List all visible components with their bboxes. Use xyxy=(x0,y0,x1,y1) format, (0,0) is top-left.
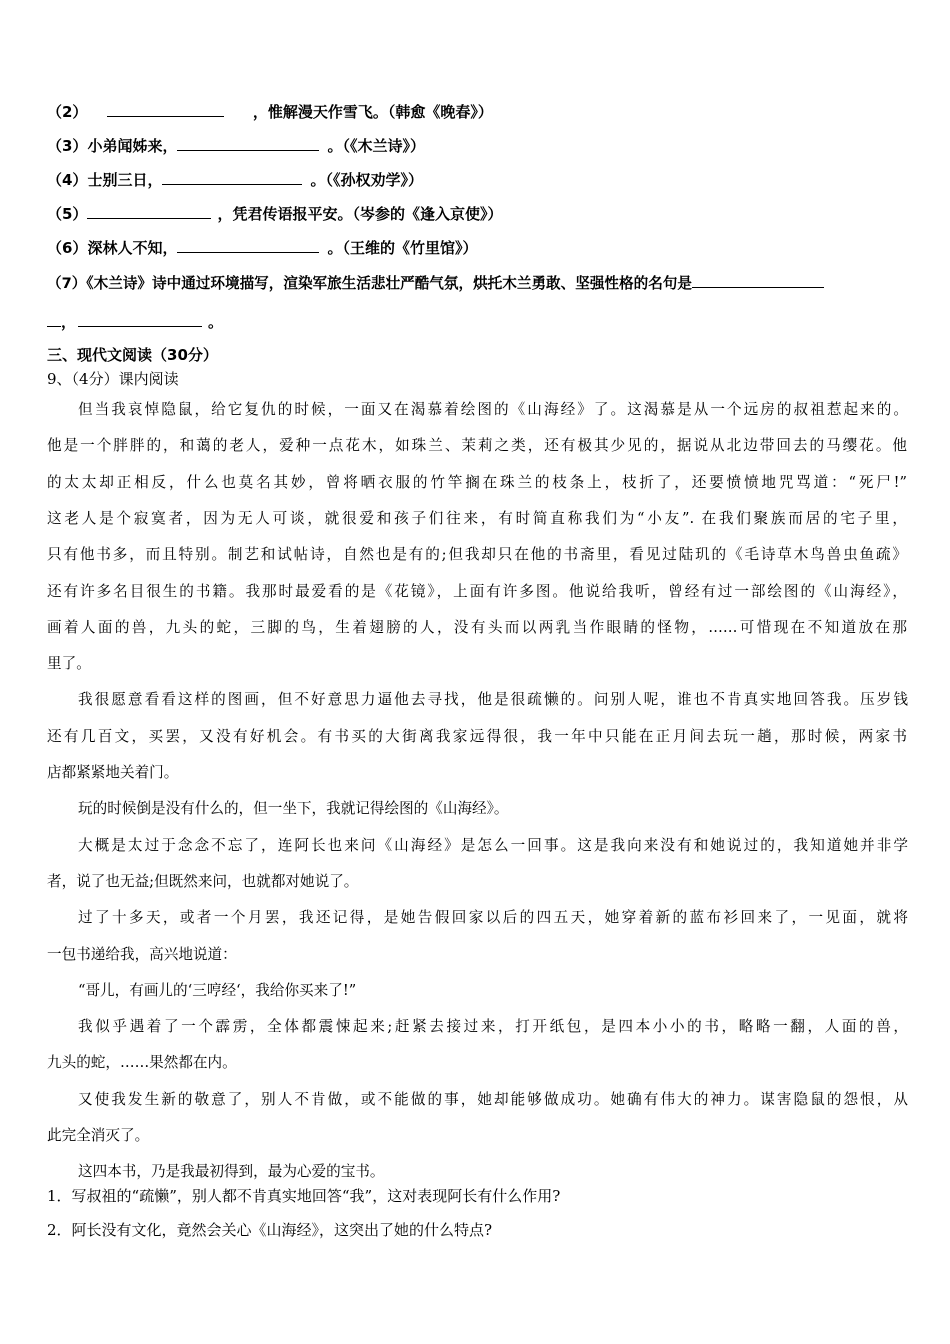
answer-blank[interactable] xyxy=(177,238,319,253)
passage-line: 大概是太过于念念不忘了，连阿长也来问《山海经》是怎么一回事。这是我向来没有和她说过的，我知道她并非学 xyxy=(78,837,908,854)
answer-blank[interactable] xyxy=(692,273,824,288)
answer-blank[interactable] xyxy=(78,312,202,327)
passage-line: 玩的时候倒是没有什么的，但一坐下，我就记得绘图的《山海经》。 xyxy=(78,800,509,817)
passage-line: 的太太却正相反，什么也莫名其妙，曾将晒衣服的竹竿搁在珠兰的枝条上，枝折了，还要愤愤地咒骂道：“死尸!” xyxy=(47,474,907,491)
fill-item-2 xyxy=(47,102,909,122)
passage-line: 只有他书多，而且特别。制艺和试帖诗，自然也是有的;但我却只在他的书斋里，看见过陆玑的《毛诗草木鸟兽虫鱼疏》 xyxy=(47,546,907,563)
answer-blank[interactable] xyxy=(47,312,61,327)
passage-line: 这老人是个寂寞者，因为无人可谈，就很爱和孩子们往来，有时简直称我们为“小友”. 在我们聚族而居的宅子里， xyxy=(47,510,907,527)
passage-line: 还有许多名目很生的书籍。我那时最爱看的是《花镜》，上面有许多图。他说给我听，曾经有过一部绘图的《山海经》， xyxy=(47,583,907,600)
fill-item-7-line1 xyxy=(47,273,909,294)
fill-item-5 xyxy=(47,204,909,224)
item-after-text: ，凭君传语报平安。（岑参的《逢入京使》） xyxy=(217,205,503,223)
question-title: 9、（4分）课内阅读 xyxy=(47,370,179,388)
item-number: （6） xyxy=(47,239,88,257)
item7-prompt: （7）《木兰诗》诗中通过环境描写，渲染军旅生活悲壮严酷气氛，烘托木兰勇敢、坚强性格的名句是 xyxy=(47,275,692,292)
passage-line: 过了十多天，或者一个月罢，我还记得，是她告假回家以后的四五天，她穿着新的蓝布衫回来了，一见面，就将 xyxy=(78,909,908,926)
passage-line: 里了。 xyxy=(47,655,91,672)
item7-comma: ， xyxy=(61,313,77,331)
item-number: （3） xyxy=(47,137,88,155)
item-before-text: 深林人不知， xyxy=(87,239,178,257)
passage-line: 九头的蛇，……果然都在内。 xyxy=(47,1054,237,1071)
passage-line: 我似乎遇着了一个霹雳，全体都震悚起来;赶紧去接过来，打开纸包，是四本小小的书，略略一翻，人面的兽， xyxy=(78,1018,908,1035)
item-number: （4） xyxy=(47,171,88,189)
fill-item-4 xyxy=(47,170,909,190)
passage-line: 者，说了也无益;但既然来问，也就都对她说了。 xyxy=(47,873,359,890)
passage-line: 这四本书，乃是我最初得到，最为心爱的宝书。 xyxy=(78,1163,385,1180)
question-1: 1．写叔祖的“疏懒”，别人都不肯真实地回答“我”，这对表现阿长有什么作用? xyxy=(47,1187,561,1205)
item-before-text: 小弟闻姊来， xyxy=(87,137,178,155)
passage-line: 此完全消灭了。 xyxy=(47,1127,150,1144)
item-after-text: ，惟解漫天作雪飞。（韩愈《晚春》） xyxy=(252,103,493,121)
answer-blank[interactable] xyxy=(177,136,319,151)
answer-blank[interactable] xyxy=(87,204,211,219)
question-2: 2．阿长没有文化，竟然会关心《山海经》，这突出了她的什么特点? xyxy=(47,1221,493,1239)
fill-item-3 xyxy=(47,136,909,156)
passage-line: 我很愿意看看这样的图画，但不好意思力逼他去寻找，他是很疏懒的。问别人呢，谁也不肯真实地回答我。压岁钱 xyxy=(78,691,908,708)
passage-line: 一包书递给我，高兴地说道： xyxy=(47,946,237,963)
item7-period: 。 xyxy=(208,313,224,331)
passage-line: “哥儿，有画儿的‘三哼经‘，我给你买来了!” xyxy=(78,982,357,999)
item-number: （2） xyxy=(47,103,88,121)
passage-line: 又使我发生新的敬意了，别人不肯做，或不能做的事，她却能够做成功。她确有伟大的神力。谋害隐鼠的怨恨，从 xyxy=(78,1091,908,1108)
passage-line: 店都紧紧地关着门。 xyxy=(47,764,179,781)
item-number: （5） xyxy=(47,205,88,223)
passage-line: 他是一个胖胖的，和蔼的老人，爱种一点花木，如珠兰、茉莉之类，还有极其少见的，据说从北边带回去的马缨花。他 xyxy=(47,437,907,454)
fill-item-7-line2 xyxy=(47,312,909,332)
item-after-text: 。（《木兰诗》） xyxy=(327,137,425,155)
passage-line: 画着人面的兽，九头的蛇，三脚的鸟，生着翅膀的人，没有头而以两乳当作眼睛的怪物，……可惜现在不知道放在那 xyxy=(47,619,907,636)
answer-blank[interactable] xyxy=(107,102,224,117)
item-after-text: 。（王维的《竹里馆》） xyxy=(327,239,478,257)
fill-item-6 xyxy=(47,238,909,258)
passage-line: 还有几百文，买罢，又没有好机会。有书买的大街离我家远得很，我一年中只能在正月间去玩一趟，那时候，两家书 xyxy=(47,728,907,745)
passage-line: 但当我哀悼隐鼠，给它复仇的时候，一面又在渴慕着绘图的《山海经》了。这渴慕是从一个远房的叔祖惹起来的。 xyxy=(78,401,908,418)
answer-blank[interactable] xyxy=(162,170,302,185)
item-before-text: 士别三日， xyxy=(87,171,163,189)
section-heading: 三、现代文阅读（30分） xyxy=(47,346,218,364)
item-after-text: 。（《孙权劝学》） xyxy=(310,171,423,189)
